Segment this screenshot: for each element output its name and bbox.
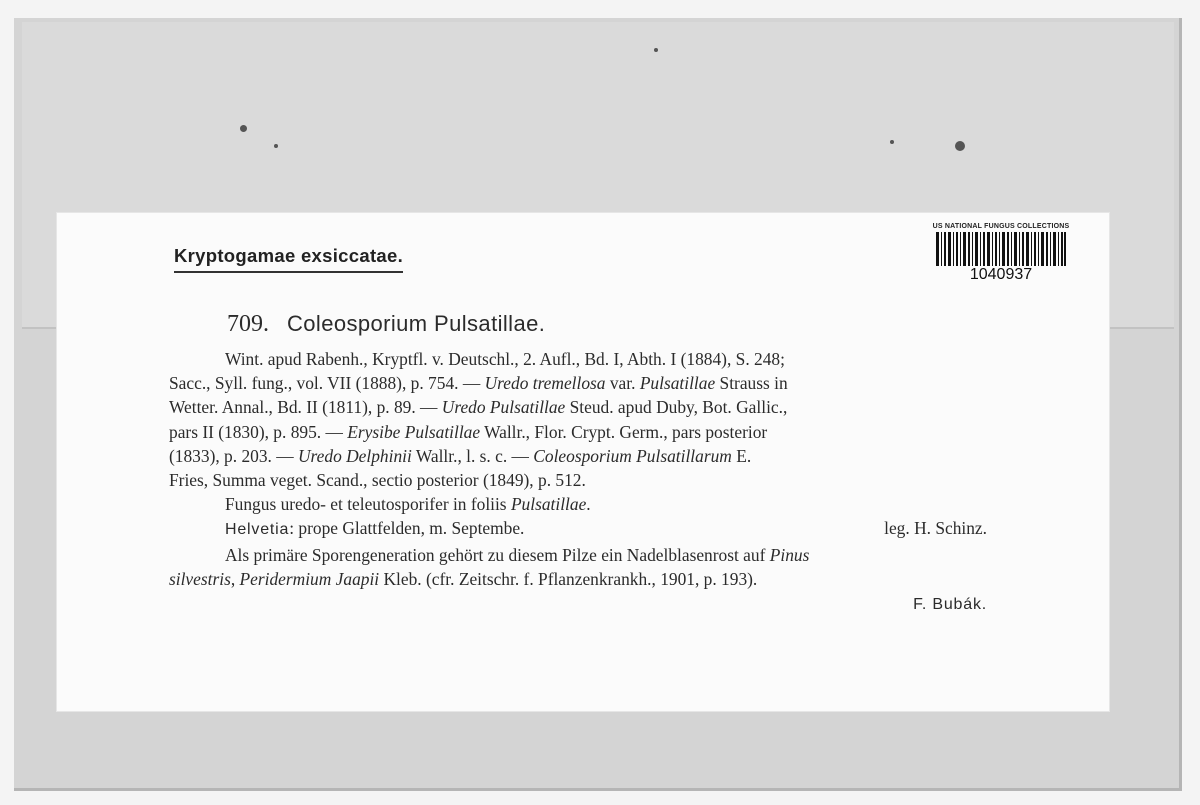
note-line: Als primäre Sporengeneration gehört zu diesem Pilze ein Nadelblasenrost auf Pinus — [225, 544, 810, 565]
specimen-label — [56, 212, 1110, 712]
synonymy-line: Fries, Summa veget. Scand., sectio posterior (1849), p. 512. — [169, 470, 586, 491]
synonymy-line: Wetter. Annal., Bd. II (1811), p. 89. — Uredo Pulsatillae Steud. apud Duby, Bot. Gallic., — [169, 397, 788, 418]
species-title — [227, 311, 545, 338]
barcode-bars — [936, 232, 1066, 266]
locality-line — [169, 516, 1011, 542]
barcode-institution: US NATIONAL FUNGUS COLLECTIONS — [932, 223, 1070, 230]
paper-speck — [240, 125, 247, 132]
paper-speck — [654, 48, 658, 52]
synonymy-line: Sacc., Syll. fung., vol. VII (1888), p. 754. — Uredo tremellosa var. Pulsatillae Strauss in — [169, 373, 788, 394]
exsiccata-number: 709. — [227, 311, 269, 337]
host-line: Fungus uredo- et teleutosporifer in foliis Pulsatillae. — [225, 494, 591, 515]
synonymy-line: pars II (1830), p. 895. — Erysibe Pulsatillae Wallr., Flor. Crypt. Germ., pars posterior — [169, 421, 768, 442]
country: Helvetia — [225, 521, 290, 539]
synonymy-line: (1833), p. 203. — Uredo Delphinii Wallr., l. s. c. — Coleosporium Pulsatillarum E. — [169, 445, 752, 466]
barcode-sticker — [927, 223, 1075, 293]
paper-speck — [955, 141, 965, 151]
locality: : prope Glattfelden, m. Septembe. — [289, 518, 525, 539]
collector: leg. H. Schinz. — [884, 518, 987, 539]
series-heading: Kryptogamae exsiccatae. — [174, 245, 403, 273]
paper-speck — [890, 140, 894, 144]
author-signature: F. Bubák. — [913, 596, 987, 614]
note-line: silvestris, Peridermium Jaapii Kleb. (cfr. Zeitschr. f. Pflanzenkrankh., 1901, p. 193). — [169, 568, 758, 589]
barcode-number: 1040937 — [969, 266, 1033, 283]
species-name: Coleosporium Pulsatillae. — [287, 311, 546, 336]
label-body — [169, 347, 1011, 617]
synonymy-line: Wint. apud Rabenh., Kryptfl. v. Deutschl., 2. Aufl., Bd. I, Abth. I (1884), S. 248; — [225, 349, 785, 369]
paper-speck — [274, 144, 278, 148]
